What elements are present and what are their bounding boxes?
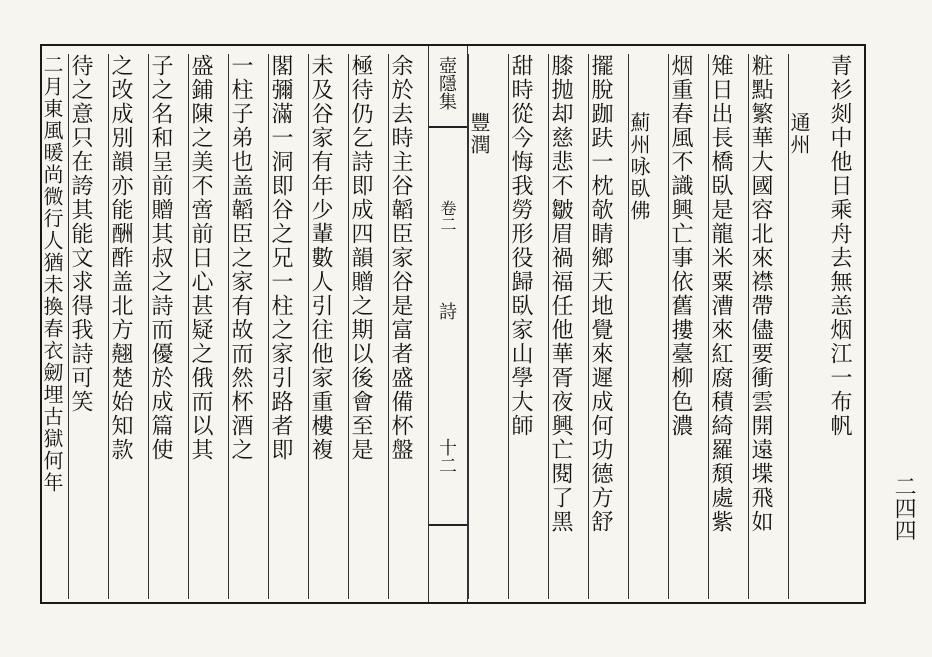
text-column-16: [188, 54, 228, 599]
text-column-14: [268, 54, 308, 599]
poem-line: 雉日出長橋臥是龍米粟漕來紅腐積綺羅頹處紫: [708, 54, 733, 534]
book-page: [40, 44, 866, 604]
poem-line: 烟重春風不識興亡事依舊摟臺柳色濃: [668, 54, 693, 438]
poem-title: 豐潤: [467, 112, 491, 156]
prose-line: 閣彌滿一洞即谷之兄一柱之家引路者即: [268, 54, 293, 462]
text-column-11: [388, 54, 428, 599]
text-column-3: [748, 54, 788, 599]
text-column-18: [108, 54, 148, 599]
text-column-7: [588, 54, 628, 599]
poem-line: 膝抛却慈悲不皺眉禍福任他華胥夜興亡閱了黑: [548, 54, 573, 534]
prose-line: 未及谷家有年少輩數人引往他家重樓複: [308, 54, 333, 462]
text-column-19: [68, 54, 108, 599]
text-column-9: [508, 54, 548, 599]
text-column-20: [42, 54, 68, 599]
volume-label: 卷二: [438, 200, 457, 232]
poem-line: 粧點繁華大國容北來襟帶儘要衝雲開遠堞飛如: [748, 54, 773, 534]
prose-line: 待之意只在誇其能文求得我詩可笑: [68, 54, 93, 414]
leaf-number: 十二: [436, 438, 457, 474]
text-column-5: [668, 54, 708, 599]
text-column-17: [148, 54, 188, 599]
poem-line: 二月東風暖尚微行人猶未換春衣劒埋古獄何年: [40, 54, 64, 494]
text-column-10: [468, 54, 508, 599]
prose-line: 之改成別韻亦能酬酢盖北方翹楚始知款: [108, 54, 133, 462]
poem-line: 青衫剡中他日乘舟去無恙烟江一布帆: [827, 54, 852, 438]
text-column-13: [308, 54, 348, 599]
prose-line: 余於去時主谷韜臣家谷是富者盛備杯盤: [388, 54, 413, 462]
prose-line: 極待仍乞詩即成四韻贈之期以後會至是: [348, 54, 373, 462]
text-column-1: [828, 54, 864, 599]
prose-line: 一柱子弟也盖韜臣之家有故而然杯酒之: [228, 54, 253, 462]
text-column-6: [628, 54, 668, 599]
text-column-4: [708, 54, 748, 599]
poem-line: 擺脫跏趺一枕欹睛鄉天地覺來遲成何功德方舒: [588, 54, 613, 534]
text-column-8: [548, 54, 588, 599]
book-title: 壺隱集: [436, 56, 457, 110]
text-column-2: [788, 54, 828, 599]
fold-divider: [429, 524, 467, 526]
page-number: 二四四: [891, 475, 917, 541]
poem-title: 通州: [787, 112, 811, 156]
text-column-12: [348, 54, 388, 599]
poem-title: 薊州咏臥佛: [627, 112, 651, 222]
center-fold: [428, 46, 468, 602]
prose-line: 盛鋪陳之美不啻前日心甚疑之俄而以其: [188, 54, 213, 462]
poem-line: 甜時從今悔我勞形役歸臥家山學大師: [508, 54, 533, 438]
text-column-15: [228, 54, 268, 599]
prose-line: 子之名和呈前贈其叔之詩而優於成篇使: [148, 54, 173, 462]
fold-divider: [429, 126, 467, 128]
section-label: 詩: [436, 302, 457, 320]
